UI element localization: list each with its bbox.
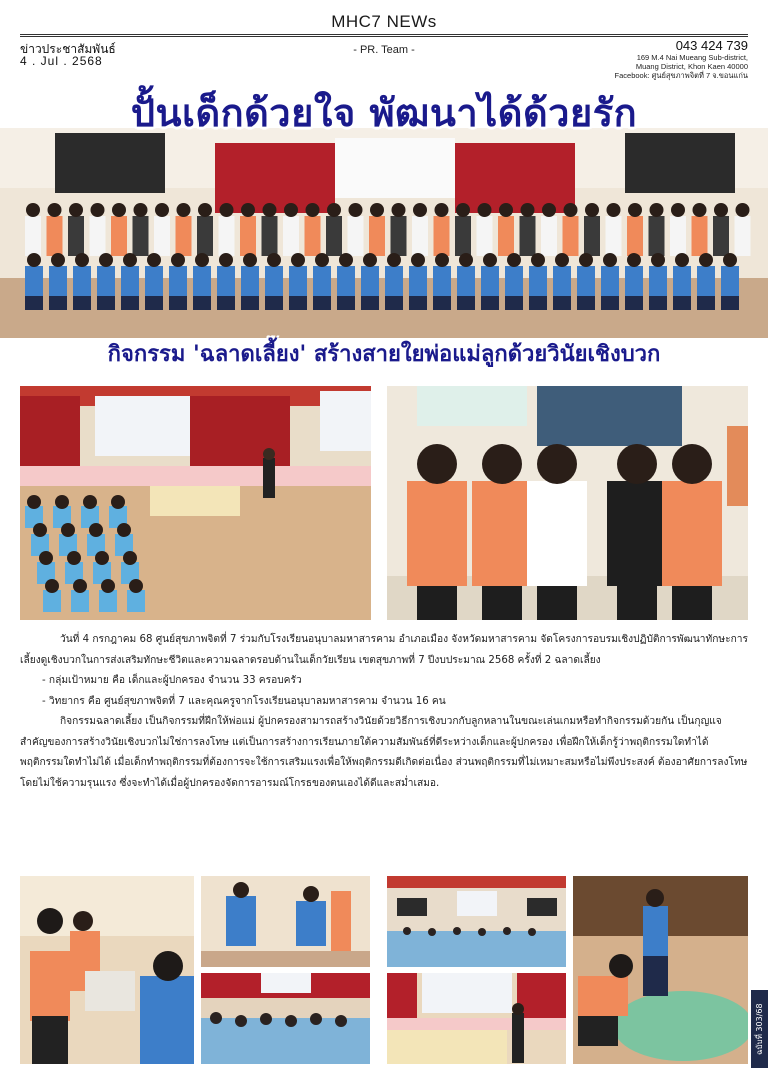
contact-facebook: Facebook: ศูนย์สุขภาพจิตที่ 7 จ.ขอนแก่น [614, 71, 748, 80]
contact-address-1: 169 M.4 Nai Mueang Sub-district, [636, 53, 748, 62]
article-bullet-2: - วิทยากร คือ ศูนย์สุขภาพจิตที่ 7 และคุณครูจากโรงเรียนอนุบาลมหาสารคาม จำนวน 16 คน [42, 695, 446, 707]
headline: ปั้นเด็กด้วยใจ พัฒนาได้ด้วยรัก [130, 91, 638, 135]
masthead-rule-double [20, 36, 748, 37]
contact-block [615, 38, 748, 80]
photo-box-activity [20, 876, 194, 1064]
photo-hall-wide [387, 876, 566, 967]
contact-phone: 043 424 739 [675, 38, 748, 53]
article-paragraph-1: วันที่ 4 กรกฎาคม 68 ศูนย์สุขภาพจิตที่ 7 ร่วมกับโรงเรียนอนุบาลมหาสารคาม อำเภอเมือง จังหวัดมหาสารคาม จัดโครงการอบรมเชิงปฏิบัติการพัฒนาทักษะการเลี้ยงดูเชิงบวกในการส่งเสริมทักษะชีวิตและความฉลาดรอบด้านในเด็กวัยเรียน เขตสุขภาพที่ 7 ปีงบประมาณ 2568 ครั้งที่ 2 ฉลาดเลี้ยง [20, 634, 748, 666]
issue-date: 4 . Jul . 2568 [20, 54, 103, 68]
masthead: MHC7 NEWs [331, 12, 437, 31]
hero-group-photo [0, 128, 768, 338]
subheadline: กิจกรรม 'ฉลาดเลี้ยง' สร้างสายใยพ่อแม่ลูกด้วยวินัยเชิงบวก [107, 342, 661, 367]
photo-students-standing [201, 876, 370, 967]
masthead-rule [20, 34, 748, 35]
article-paragraph-2: กิจกรรมฉลาดเลี้ยง เป็นกิจกรรมที่ฝึกให้พ่อแม่ ผู้ปกครองสามารถสร้างวินัยด้วยวิธีการเชิงบวกกับลูกหลานในขณะเล่นเกมหรือทำกิจกรรมด้วยกัน เป็นกุญแจสำคัญของการสร้างวินัยเชิงบวกไม่ใช่การลงโทษ แต่เป็นการสร้างการเรียนภายใต้ความสัมพันธ์ที่ดีระหว่างเด็กและผู้ปกครอง เพื่อฝึกให้เด็กรู้ว่าพฤติกรรมใดทำได้ พฤติกรรมใดทำไม่ได้ เมื่อเด็กทำพฤติกรรมที่ต้องการจะใช้การเสริมแรงเพื่อให้พฤติกรรมดีเกิดต่อเนื่อง ส่วนพฤติกรรมที่ไม่เหมาะสมหรือไม่พึงประสงค์ ต้องอาศัยการลงโทษโดยไม่ใช้ความรุนแรง ซึ่งจะทำได้เมื่อผู้ปกครองจัดการอารมณ์โกรธของตนเองได้ดีและสม่ำเสมอ. [20, 716, 748, 789]
photo-staff-group [387, 386, 748, 620]
pr-label: ข่าวประชาสัมพันธ์ [20, 42, 116, 56]
photo-board-game [573, 876, 748, 1064]
article-body [20, 630, 748, 794]
photo-seated-audience [201, 973, 370, 1064]
photo-hall-lecture [20, 386, 371, 620]
team-label: - PR. Team - [353, 44, 415, 56]
photo-stage-speaker [387, 973, 566, 1064]
article-bullet-1: - กลุ่มเป้าหมาย คือ เด็กและผู้ปกครอง จำนวน 33 ครอบครัว [42, 675, 302, 686]
contact-address-2: Muang District, Khon Kaen 40000 [635, 62, 748, 71]
issue-number-tab: ฉบับที่ 303/68 [751, 990, 768, 1068]
